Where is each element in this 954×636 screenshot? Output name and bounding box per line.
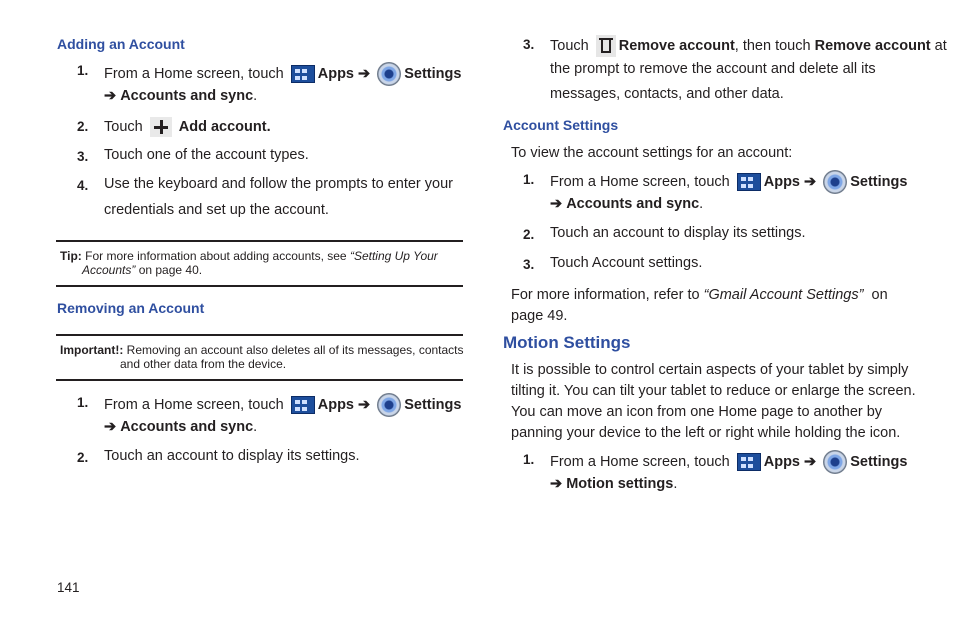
remove-step-3-line2: the prompt to remove the account and delete all its	[550, 61, 876, 77]
adding-step-1-text: From a Home screen, touch Apps ➔ Settings	[104, 62, 461, 86]
remove-step-3-line3: messages, contacts, and other data.	[550, 86, 784, 102]
adding-step-4-line2: credentials and set up the account.	[104, 202, 329, 218]
motion-step-1-num: 1.	[523, 452, 535, 467]
tip-top-rule	[56, 240, 463, 242]
acct-step-2: Touch an account to display its settings.	[550, 225, 806, 241]
removing-step-2: Touch an account to display its settings.	[104, 448, 360, 464]
acct-step-2-num: 2.	[523, 227, 535, 242]
adding-step-3: Touch one of the account types.	[104, 147, 309, 163]
trash-icon	[596, 35, 616, 57]
adding-step-4-num: 4.	[77, 178, 89, 193]
acct-step-1-path: ➔ Accounts and sync.	[550, 196, 704, 212]
motion-paragraph-line4: panning your device to the left or right while holding the icon.	[511, 425, 901, 441]
removing-step-1-num: 1.	[77, 395, 89, 410]
tip-note: Tip: For more information about adding accounts, see “Setting Up Your	[60, 249, 438, 263]
motion-step-1-path: ➔ Motion settings.	[550, 476, 678, 492]
important-note: Important!: Removing an account also deletes all of its messages, contacts	[60, 343, 464, 357]
remove-step-3-line1: Touch Remove account, then touch Remove account at	[550, 35, 947, 57]
apps-icon	[291, 65, 315, 83]
removing-step-1-path: ➔ Accounts and sync.	[104, 419, 258, 435]
adding-account-heading: Adding an Account	[57, 36, 185, 52]
apps-icon	[291, 396, 315, 414]
motion-paragraph-line1: It is possible to control certain aspects of your tablet by simply	[511, 362, 909, 378]
settings-gear-icon	[377, 393, 401, 417]
page-number: 141	[57, 580, 80, 595]
acct-step-3-num: 3.	[523, 257, 535, 272]
motion-step-1-text: From a Home screen, touch Apps ➔ Settings	[550, 450, 907, 474]
more-info-line1: For more information, refer to “Gmail Account Settings” on	[511, 287, 888, 303]
adding-step-2: Touch Add account.	[104, 117, 271, 137]
settings-gear-icon	[377, 62, 401, 86]
adding-step-3-num: 3.	[77, 149, 89, 164]
adding-step-4-line1: Use the keyboard and follow the prompts to enter your	[104, 176, 453, 192]
acct-step-1-num: 1.	[523, 172, 535, 187]
settings-gear-icon	[823, 450, 847, 474]
motion-paragraph-line2: tilting it. You can tilt your tablet to reduce or enlarge the screen.	[511, 383, 916, 399]
account-settings-heading: Account Settings	[503, 117, 619, 133]
important-note-line2: and other data from the device.	[120, 357, 287, 371]
acct-step-1-text: From a Home screen, touch Apps ➔ Settings	[550, 170, 907, 194]
more-info-line2: page 49.	[511, 308, 568, 324]
removing-step-2-num: 2.	[77, 450, 89, 465]
acct-step-3: Touch Account settings.	[550, 255, 703, 271]
adding-step-1: 1.	[77, 63, 89, 78]
settings-gear-icon	[823, 170, 847, 194]
tip-bottom-rule	[56, 285, 463, 287]
removing-account-heading: Removing an Account	[57, 300, 205, 316]
important-top-rule	[56, 334, 463, 336]
removing-step-1-text: From a Home screen, touch Apps ➔ Settings	[104, 393, 461, 417]
apps-icon	[737, 453, 761, 471]
tip-note-line2: Accounts” on page 40.	[82, 263, 203, 277]
adding-step-2-num: 2.	[77, 119, 89, 134]
adding-step-1-path: ➔ Accounts and sync.	[104, 88, 258, 104]
apps-icon	[737, 173, 761, 191]
motion-paragraph-line3: You can move an icon from one Home page to another by	[511, 404, 883, 420]
add-icon	[150, 117, 172, 137]
motion-settings-heading: Motion Settings	[503, 333, 631, 352]
remove-step-3-num: 3.	[523, 37, 535, 52]
important-bottom-rule	[56, 379, 463, 381]
account-settings-intro: To view the account settings for an account:	[511, 145, 793, 161]
